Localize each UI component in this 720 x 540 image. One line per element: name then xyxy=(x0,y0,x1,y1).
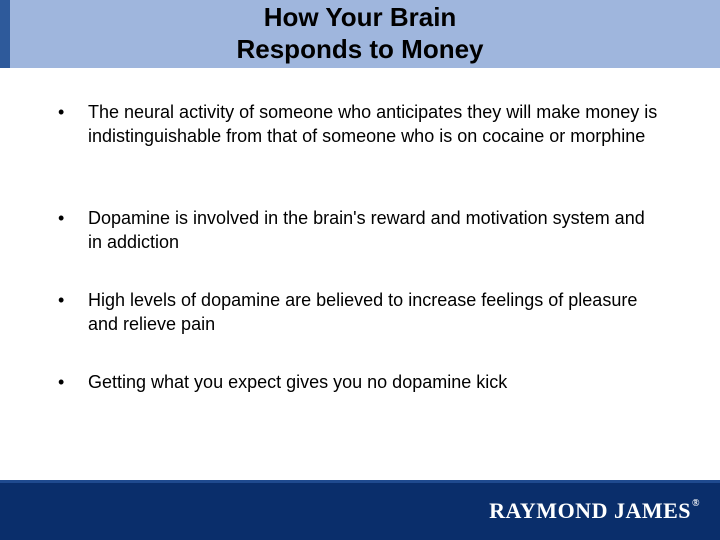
bullet-item xyxy=(58,288,658,336)
slide-title xyxy=(0,0,720,68)
bullet-text: High levels of dopamine are believed to increase feelings of pleasure and relieve pain xyxy=(88,290,638,334)
logo-text: RAYMOND JAMES xyxy=(489,498,692,523)
bullet-text: Getting what you expect gives you no dopamine kick xyxy=(88,372,508,392)
raymond-james-logo xyxy=(489,498,700,524)
bullet-dot: • xyxy=(58,208,65,228)
bullet-dot: • xyxy=(58,290,65,310)
bullet-text: The neural activity of someone who anticipates they will make money is indistinguishable from that of someone who is on cocaine or morphine xyxy=(88,102,658,146)
bullet-dot: • xyxy=(58,102,65,122)
bullet-item xyxy=(58,370,658,394)
bullet-text: Dopamine is involved in the brain's reward and motivation system and in addiction xyxy=(88,208,645,252)
slide-title-line-1: How Your Brain xyxy=(263,2,457,32)
footer-band xyxy=(0,480,720,540)
slide-title-line-2: Responds to Money xyxy=(236,34,484,64)
bullet-item xyxy=(58,206,658,254)
slide-content xyxy=(0,68,720,480)
registered-mark-icon: ® xyxy=(692,498,700,509)
bullet-dot: • xyxy=(58,372,65,392)
bullet-item xyxy=(58,100,658,148)
footer-divider xyxy=(0,480,720,483)
